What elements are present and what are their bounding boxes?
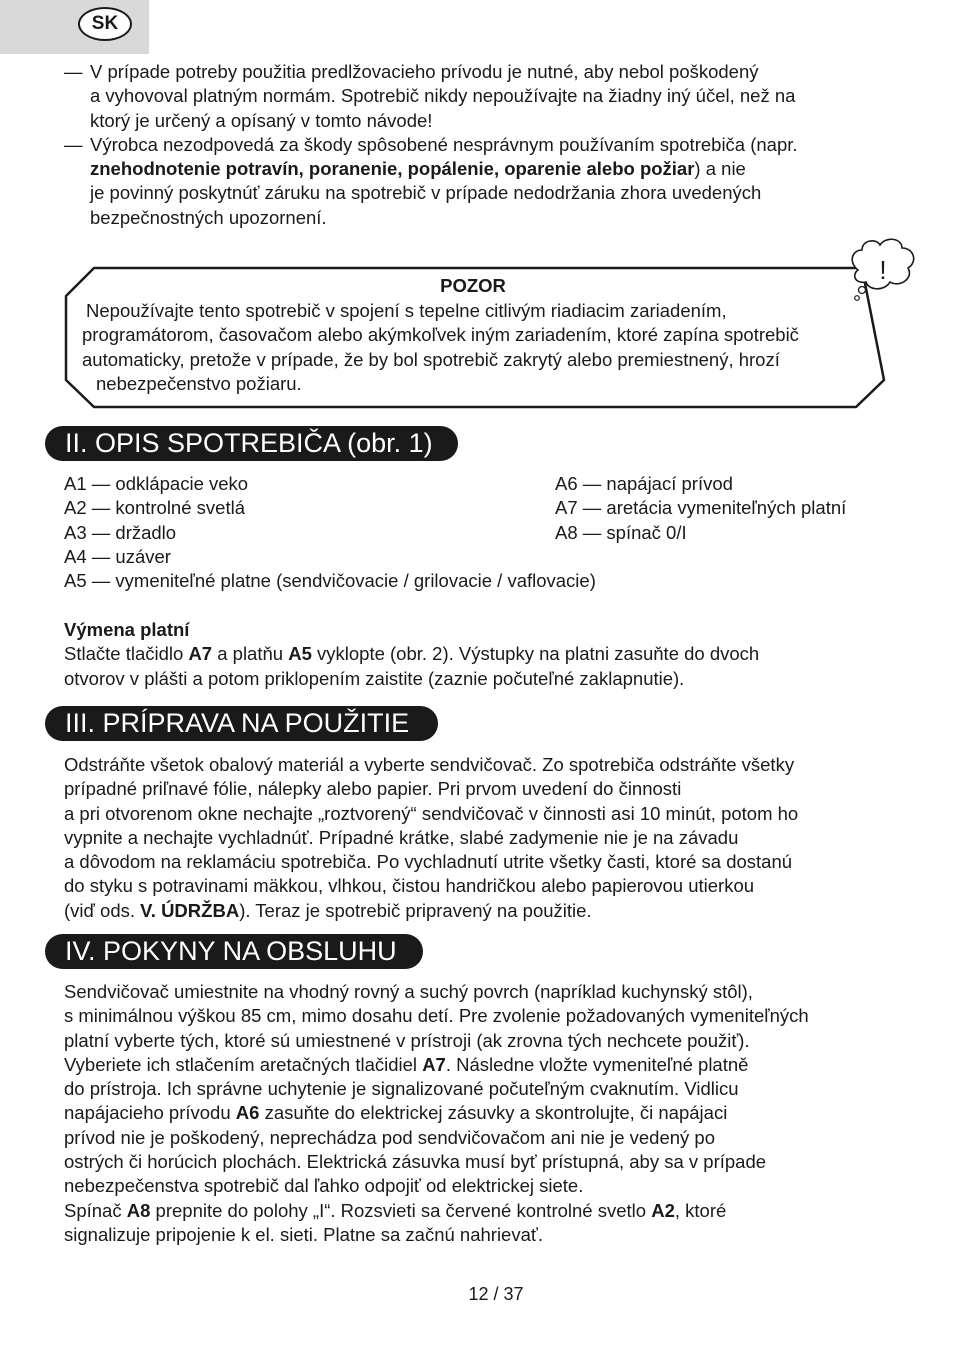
paragraph-line: signalizuje pripojenie k el. sieti. Platne sa začnú nahrievať. bbox=[64, 1223, 543, 1245]
parts-list-right bbox=[555, 472, 846, 545]
paragraph-line bbox=[64, 1199, 894, 1223]
parts-list-left bbox=[64, 472, 596, 593]
warning-line: nebezpečenstvo požiaru. bbox=[96, 372, 302, 394]
part-item: A5 — vymeniteľné platne (sendvičovacie / grilovacie / vaflovacie) bbox=[64, 570, 596, 592]
text-run: Stlačte tlačidlo bbox=[64, 643, 189, 665]
preparation-text bbox=[64, 753, 894, 923]
intro-item-1-line: ktorý je určený a opísaný v tomto návode! bbox=[90, 109, 433, 131]
page-number: 12 / 37 bbox=[468, 1284, 524, 1304]
section-heading-operation: IV. POKYNY NA OBSLUHU bbox=[45, 934, 423, 969]
paragraph-line: nebezpečenstva spotrebič dal ľahko odpojiť od elektrickej siete. bbox=[64, 1175, 584, 1197]
paragraph-line: vypnite a nechajte vychladnúť. Prípadné krátke, slabé zadymenie nie je na závadu bbox=[64, 826, 739, 848]
text-run: , ktoré bbox=[674, 1199, 727, 1221]
part-item: A6 — napájací prívod bbox=[555, 473, 733, 494]
part-item: A4 — uzáver bbox=[64, 545, 171, 567]
intro-item-1-line: a vyhovoval platným normám. Spotrebič nikdy nepoužívajte na žiadny iný účel, než na bbox=[90, 85, 796, 107]
language-badge: SK bbox=[78, 7, 132, 41]
part-item: A1 — odklápacie veko bbox=[64, 473, 249, 494]
liability-bold: znehodnotenie potravín, poranenie, popálenie, oparenie alebo požiar bbox=[90, 158, 695, 180]
paragraph-line: platní vyberte tých, ktoré sú umiestnené v prístroji (ak zrovna tých nechcete použiť). bbox=[64, 1029, 750, 1051]
operation-text bbox=[64, 980, 894, 1247]
text-run: . Následne vložte vymeniteľné platně bbox=[445, 1053, 749, 1075]
intro-item-2-line: bezpečnostných upozornení. bbox=[90, 206, 327, 228]
part-item: A3 — držadlo bbox=[64, 521, 177, 543]
part-item: A2 — kontrolné svetlá bbox=[64, 497, 245, 519]
paragraph-line bbox=[64, 1053, 894, 1077]
sub-heading: Výmena platní bbox=[64, 619, 190, 640]
paragraph-line: do styku s potravinami mäkkou, vlhkou, čistou handričkou alebo papierovou utierkou bbox=[64, 875, 755, 897]
text-run: (viď ods. bbox=[64, 899, 141, 921]
text-run: Vyberiete ich stlačením aretačných tlačidiel bbox=[64, 1053, 423, 1075]
bold-ref: V. ÚDRŽBA bbox=[140, 899, 240, 921]
plate-replacement bbox=[64, 618, 894, 691]
bold-ref: A6 bbox=[235, 1102, 260, 1124]
text-run: vyklopte (obr. 2). Výstupky na platni zasuňte do dvoch bbox=[311, 643, 760, 665]
part-item: A8 — spínač 0/I bbox=[555, 521, 687, 543]
text-run: prepnite do polohy „I“. Rozsvieti sa červené kontrolné svetlo bbox=[150, 1199, 652, 1221]
paragraph-line: Sendvičovač umiestnite na vhodný rovný a suchý povrch (napríklad kuchynský stôl), bbox=[64, 981, 753, 1002]
paragraph-line: prívod nie je poškodený, neprechádza pod sendvičovačom ani nie je vedený po bbox=[64, 1126, 716, 1148]
dash-marker: — bbox=[64, 61, 83, 82]
warning-line: automaticky, pretože v prípade, že by bol spotrebič zakrytý alebo premiestnený, hrozí bbox=[82, 348, 780, 370]
intro-item-1-line: V prípade potreby použitia predlžovacieho prívodu je nutné, aby nebol poškodený bbox=[90, 61, 759, 82]
paragraph-line bbox=[64, 642, 894, 666]
warning-title: POZOR bbox=[440, 275, 506, 296]
dash-marker: — bbox=[64, 133, 83, 155]
warning-line: Nepoužívajte tento spotrebič v spojení s tepelne citlivým riadiacim zariadením, bbox=[86, 300, 727, 321]
bold-ref: A7 bbox=[188, 643, 213, 665]
text-run: napájacieho prívodu bbox=[64, 1102, 236, 1124]
section-heading-preparation: III. PRÍPRAVA NA POUŽITIE bbox=[45, 706, 438, 741]
section-heading-description: II. OPIS SPOTREBIČA (obr. 1) bbox=[45, 426, 458, 461]
part-item: A7 — aretácia vymeniteľných platní bbox=[555, 497, 847, 519]
bold-ref: A7 bbox=[422, 1053, 446, 1075]
warning-line: programátorom, časovačom alebo akýmkoľvek iným zariadením, ktoré zapína spotrebič bbox=[82, 324, 799, 346]
paragraph-line: a dôvodom na reklamáciu spotrebiča. Po vychladnutí utrite všetky časti, ktoré sa dostanú bbox=[64, 851, 793, 873]
bold-ref: A2 bbox=[651, 1199, 675, 1221]
paragraph-line: do prístroja. Ich správne uchytenie je signalizované počuteľným cvaknutím. Vidlicu bbox=[64, 1078, 739, 1100]
bold-ref: A8 bbox=[126, 1199, 151, 1221]
paragraph-line: otvorov v plášti a potom priklopením zaistite (zaznie počuteľné zaklapnutie). bbox=[64, 667, 685, 689]
intro-item-2-line: je povinný poskytnúť záruku na spotrebič v prípade nedodržania zhora uvedených bbox=[90, 182, 762, 204]
paragraph-line: s minimálnou výškou 85 cm, mimo dosahu detí. Pre zvolenie požadovaných vymeniteľných bbox=[64, 1005, 809, 1027]
text-run: Spínač bbox=[64, 1199, 127, 1221]
paragraph-line: ostrých či horúcich plochách. Elektrická zásuvka musí byť prístupná, aby sa v prípade bbox=[64, 1151, 767, 1173]
paragraph-line bbox=[64, 899, 894, 923]
paragraph-line: Odstráňte všetok obalový materiál a vyberte sendvičovač. Zo spotrebiča odstráňte všetky bbox=[64, 754, 795, 775]
paragraph-line: prípadné priľnavé fólie, nálepky alebo papier. Pri prvom uvedení do činnosti bbox=[64, 778, 682, 800]
liability-after: ) a nie bbox=[694, 158, 746, 180]
paragraph-line: a pri otvorenom okne nechajte „roztvorený“ sendvičovač v činnosti asi 10 minút, potom ho bbox=[64, 802, 799, 824]
bold-ref: A5 bbox=[288, 643, 312, 665]
text-run: ). Teraz je spotrebič pripravený na použitie. bbox=[239, 899, 592, 921]
text-run: a platňu bbox=[212, 643, 289, 665]
warning-text bbox=[82, 299, 882, 396]
intro-item-2-line: Výrobca nezodpovedá za škody spôsobené nesprávnym používaním spotrebiča (napr. bbox=[90, 133, 798, 155]
text-run: zasuňte do elektrickej zásuvky a skontrolujte, či napájaci bbox=[259, 1102, 728, 1124]
exclamation-mark: ! bbox=[879, 255, 887, 285]
paragraph-line bbox=[64, 1101, 894, 1125]
